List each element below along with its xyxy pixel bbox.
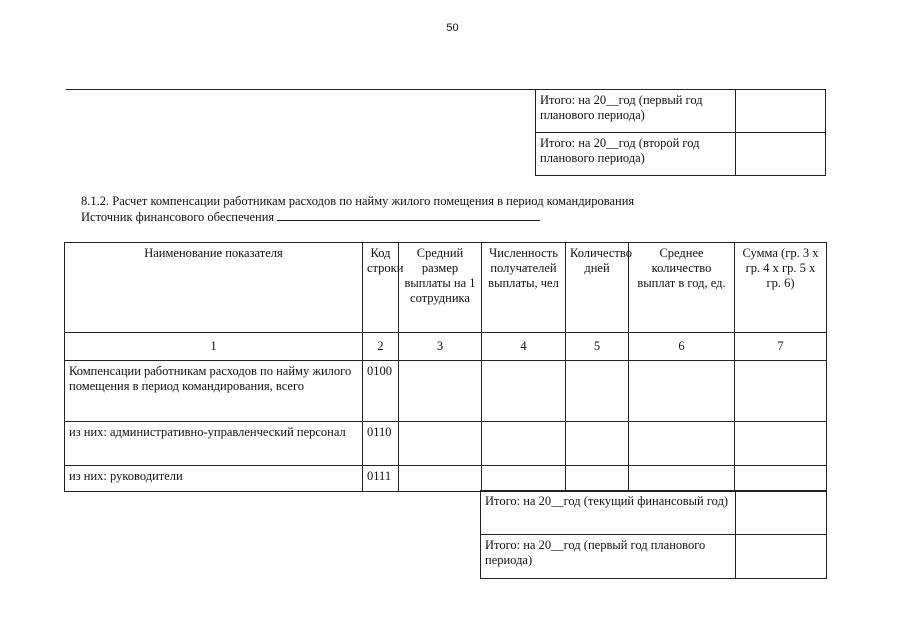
bottom-total-value: [736, 535, 827, 579]
bottom-total-value: [736, 491, 827, 535]
header-cell: Численность получателей выплаты, чел: [482, 243, 566, 333]
data-cell[interactable]: [629, 361, 735, 422]
data-cell[interactable]: [482, 361, 566, 422]
header-cell: Наименование показателя: [65, 243, 363, 333]
column-number: 2: [363, 333, 399, 361]
header-cell: Сумма (гр. 3 х гр. 4 х гр. 5 х гр. 6): [735, 243, 827, 333]
data-cell[interactable]: [399, 466, 482, 492]
column-number: 6: [629, 333, 735, 361]
page-number: 50: [446, 22, 459, 34]
table-row: [65, 466, 827, 492]
header-cell: Код строки: [363, 243, 399, 333]
funding-source-line: [81, 209, 641, 225]
bottom-total-label: Итого: на 20__год (текущий финансовый год): [481, 491, 736, 535]
top-total-label: Итого: на 20__год (первый год планового периода): [536, 90, 736, 133]
bottom-total-row: [481, 535, 827, 579]
top-total-value: [736, 133, 826, 176]
top-total-row: [536, 90, 826, 133]
data-cell[interactable]: [482, 422, 566, 466]
data-cell[interactable]: [629, 422, 735, 466]
column-number-row: [65, 333, 827, 361]
top-total-row: [536, 133, 826, 176]
funding-source-label: Источник финансового обеспечения: [81, 210, 275, 224]
row-name: из них: руководители: [65, 466, 363, 492]
column-number: 3: [399, 333, 482, 361]
data-cell[interactable]: [566, 466, 629, 492]
top-divider: [66, 89, 536, 90]
row-name: Компенсации работникам расходов по найму жилого помещения в период командирования, всего: [65, 361, 363, 422]
column-number: 7: [735, 333, 827, 361]
header-cell: Средний размер выплаты на 1 сотрудника: [399, 243, 482, 333]
column-number: 5: [566, 333, 629, 361]
section-title: 8.1.2. Расчет компенсации работникам расходов по найму жилого помещения в период командирования: [81, 194, 635, 208]
row-code: 0110: [363, 422, 399, 466]
header-row: [65, 243, 827, 333]
header-cell: Количество дней: [566, 243, 629, 333]
top-totals-table: [535, 89, 826, 176]
data-cell[interactable]: [399, 422, 482, 466]
bottom-total-label: Итого: на 20__год (первый год планового периода): [481, 535, 736, 579]
row-code: 0100: [363, 361, 399, 422]
top-total-value: [736, 90, 826, 133]
compensation-table: [64, 242, 827, 492]
data-cell[interactable]: [566, 422, 629, 466]
data-cell[interactable]: [735, 422, 827, 466]
column-number: 1: [65, 333, 363, 361]
top-total-label: Итого: на 20__год (второй год планового периода): [536, 133, 736, 176]
header-cell: Среднее количество выплат в год, ед.: [629, 243, 735, 333]
table-row: [65, 361, 827, 422]
data-cell[interactable]: [629, 466, 735, 492]
data-cell[interactable]: [399, 361, 482, 422]
data-cell[interactable]: [482, 466, 566, 492]
bottom-total-row: [481, 491, 827, 535]
data-cell[interactable]: [735, 466, 827, 492]
column-number: 4: [482, 333, 566, 361]
data-cell[interactable]: [566, 361, 629, 422]
table-row: [65, 422, 827, 466]
data-cell[interactable]: [735, 361, 827, 422]
row-code: 0111: [363, 466, 399, 492]
row-name: из них: административно-управленческий персонал: [65, 422, 363, 466]
bottom-totals-table: [480, 490, 827, 579]
funding-source-blank[interactable]: [277, 209, 540, 221]
